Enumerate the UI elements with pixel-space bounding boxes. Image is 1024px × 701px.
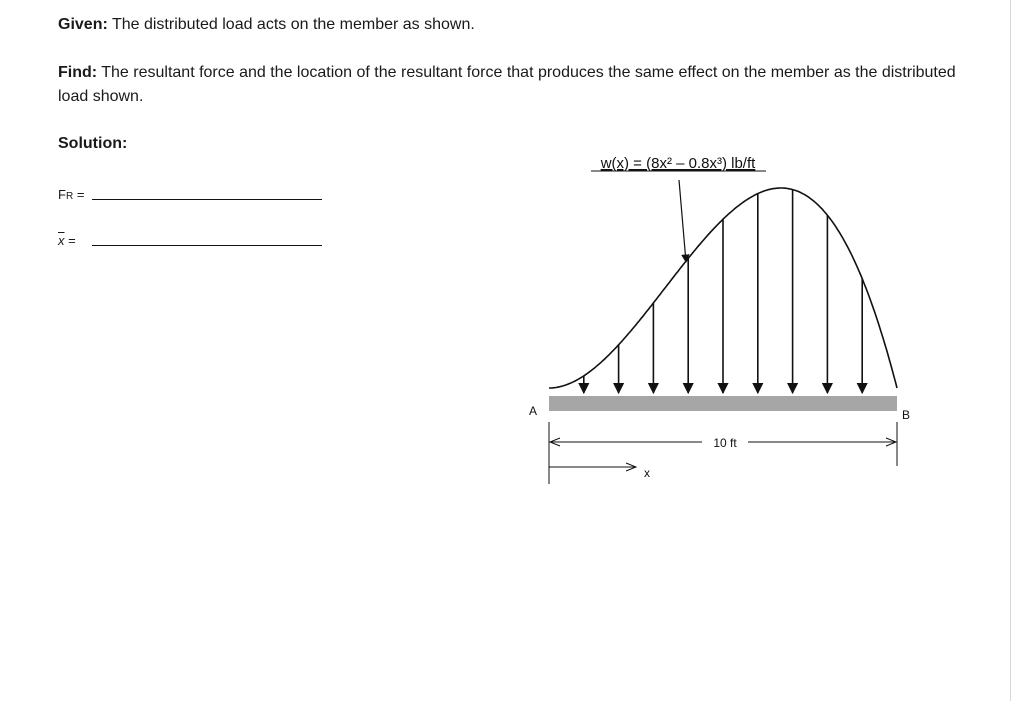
load-equation: w(x) = (8x² – 0.8x³) lb/ft: [600, 155, 756, 172]
find-label: Find:: [58, 64, 98, 81]
span-label: 10 ft: [713, 436, 737, 450]
xbar-symbol: $\overline{x}$: [58, 233, 65, 248]
fr-subscript: R: [65, 191, 74, 202]
fr-symbol: F: [58, 187, 66, 202]
xbar-equals: =: [68, 233, 76, 248]
solution-heading: Solution:: [58, 135, 128, 152]
beam: [549, 396, 897, 411]
fr-equals: =: [76, 187, 85, 202]
x-axis-label: x: [644, 466, 650, 480]
point-a-label: A: [528, 404, 538, 418]
given-label: Given:: [58, 16, 108, 33]
find-text: The resultant force and the location of the resultant force that produces the same effect on the member as the distributed load shown.: [58, 64, 956, 105]
equation-pointer-arrow: [679, 180, 686, 262]
point-b-label: B: [901, 408, 911, 422]
given-text: The distributed load acts on the member as shown.: [111, 16, 475, 33]
